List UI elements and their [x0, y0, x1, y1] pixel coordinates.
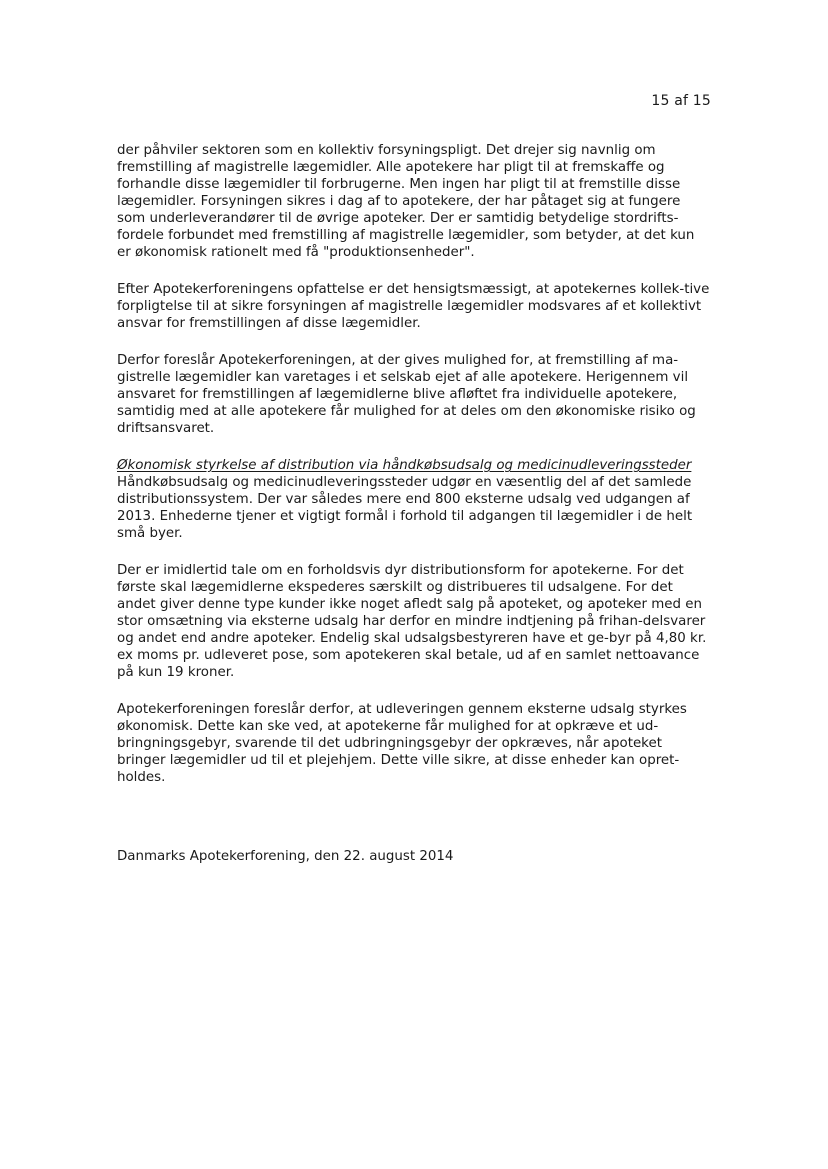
paragraph: Efter Apotekerforeningens opfattelse er det hensigtsmæssigt, at apotekernes kollek-tive forpligtelse til at sikre forsyningen af magistrelle lægemidler modsvares af et kollektivt ansvar for fremstillingen af disse lægemidler. [117, 282, 710, 331]
paragraph: Håndkøbsudsalg og medicinudleveringssteder udgør en væsentlig del af det samlede distributionssystem. Der var således mere end 800 eksterne udsalg ved udgangen af 2013. Enhederne tjener et vigtigt formål i forhold til adgangen til lægemidler i de helt små byer. [117, 475, 693, 541]
paragraph: Derfor foreslår Apotekerforeningen, at der gives mulighed for, at fremstilling af ma-gistrelle lægemidler kan varetages i et selskab ejet af alle apotekere. Herigennem vil ansvaret for fremstillingen af lægemidlerne blive afløftet fra individuelle apotekere, samtidig med at alle apotekere får mulighed for at deles om den økonomiske risiko og driftsansvaret. [117, 353, 696, 436]
section-heading: Økonomisk styrkelse af distribution via håndkøbsudsalg og medicinudleveringssteder [117, 458, 692, 473]
page-number: 15 af 15 [651, 93, 711, 109]
paragraph: Apotekerforeningen foreslår derfor, at udleveringen gennem eksterne udsalg styrkes økonomisk. Dette kan ske ved, at apotekerne får mulighed for at opkræve et ud-bringningsgebyr, svarende til det udbringningsgebyr der opkræves, når apoteket bringer lægemidler ud til et plejehjem. Dette ville sikre, at disse enheder kan opret-holdes. [117, 702, 687, 785]
paragraph: Der er imidlertid tale om en forholdsvis dyr distributionsform for apotekerne. For det første skal lægemidlerne ekspederes særskilt og distribueres til udsalgene. For det andet giver denne type kunder ikke noget afledt salg på apoteket, og apoteker med en stor omsætning via eksterne udsalg har derfor en mindre indtjening på frihan-delsvarer og andet end andre apoteker. Endelig skal udsalgsbestyreren have et ge-byr på 4,80 kr. ex moms pr. udleveret pose, som apotekeren skal betale, ud af en samlet nettoavance på kun 19 kroner. [117, 563, 707, 680]
signature-line: Danmarks Apotekerforening, den 22. august 2014 [117, 849, 454, 864]
paragraph: der påhviler sektoren som en kollektiv forsyningspligt. Det drejer sig navnlig om fremstilling af magistrelle lægemidler. Alle apotekere har pligt til at fremskaffe og forhandle disse lægemidler til forbrugerne. Men ingen har pligt til at fremstille disse lægemidler. Forsyningen sikres i dag af to apotekere, der har påtaget sig at fungere som underleverandører til de øvrige apoteker. Der er samtidig betydelige stordrifts-fordele forbundet med fremstilling af magistrelle lægemidler, som betyder, at det kun er økonomisk rationelt med få "produktionsenheder". [117, 143, 695, 260]
document-body [117, 142, 711, 803]
section-distribution [117, 457, 711, 542]
